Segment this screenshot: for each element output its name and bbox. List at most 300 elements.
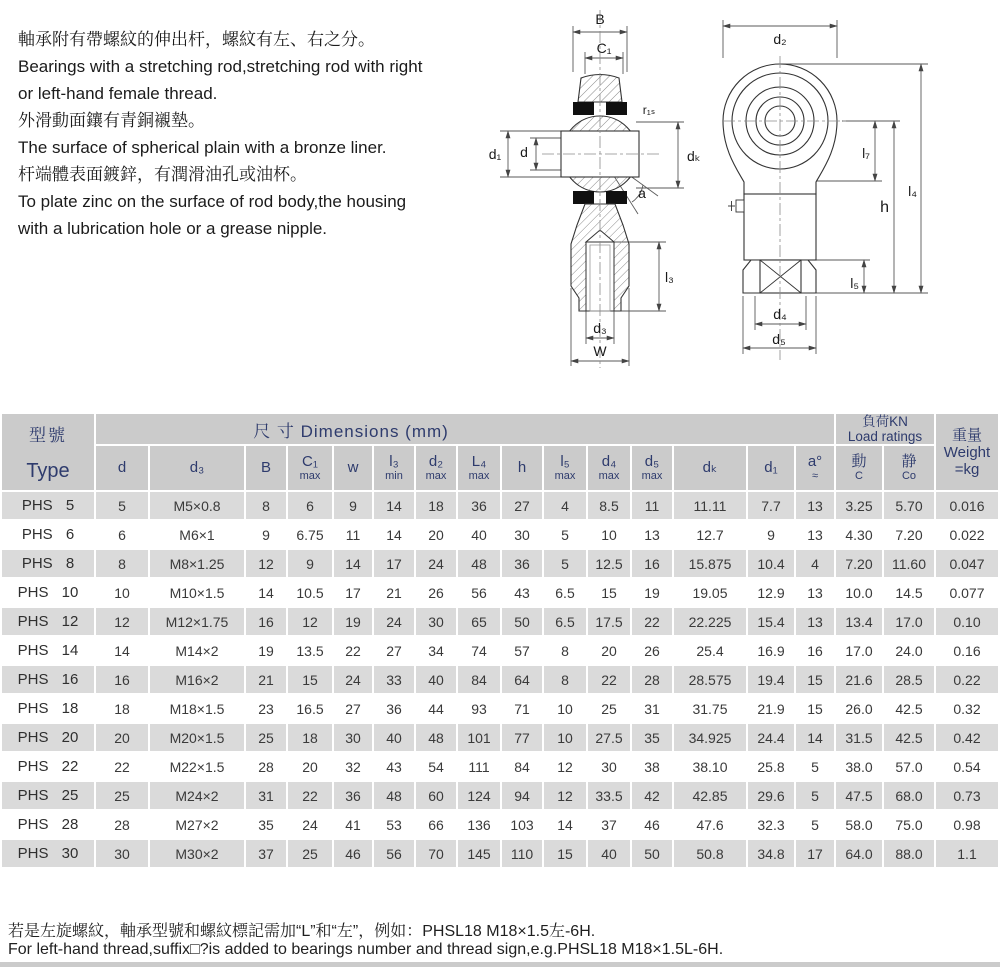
value-cell: 20	[96, 724, 148, 751]
dim-label-h: h	[880, 199, 889, 216]
table-row	[2, 724, 998, 751]
value-cell: 6	[288, 492, 332, 519]
column-header: d	[96, 446, 148, 490]
type-cell: PHS 20	[2, 724, 94, 751]
value-cell: 22	[588, 666, 630, 693]
intro-line: 杆端體表面鍍鋅，有潤滑油孔或油杯。	[18, 165, 307, 184]
table-row	[2, 521, 998, 548]
next-table-edge	[0, 962, 1000, 967]
value-cell: 48	[374, 782, 414, 809]
value-cell: 74	[458, 637, 500, 664]
value-cell: 16	[632, 550, 672, 577]
value-cell: 25.4	[674, 637, 746, 664]
value-cell: 42.5	[884, 695, 934, 722]
value-cell: 60	[416, 782, 456, 809]
value-cell: M10×1.5	[150, 579, 244, 606]
value-cell: 34	[416, 637, 456, 664]
dim-label-l5: l₅	[850, 275, 859, 291]
type-cell: PHS 16	[2, 666, 94, 693]
value-cell: 41	[334, 811, 372, 838]
value-cell: 10	[544, 724, 586, 751]
column-header: a° ≈	[796, 446, 834, 490]
value-cell: M18×1.5	[150, 695, 244, 722]
value-cell: M30×2	[150, 840, 244, 867]
value-cell: 17.5	[588, 608, 630, 635]
value-cell: 7.7	[748, 492, 794, 519]
value-cell: 6.5	[544, 579, 586, 606]
value-cell: 19.4	[748, 666, 794, 693]
value-cell: 22	[96, 753, 148, 780]
column-header: B	[246, 446, 286, 490]
value-cell: 93	[458, 695, 500, 722]
value-cell: 8.5	[588, 492, 630, 519]
table-header-row-1	[2, 414, 998, 444]
value-cell: 65	[458, 608, 500, 635]
value-cell: 11.11	[674, 492, 746, 519]
column-header: d₃	[150, 446, 244, 490]
value-cell: 5	[544, 550, 586, 577]
value-cell: 6	[96, 521, 148, 548]
value-cell: 5.70	[884, 492, 934, 519]
value-cell: 38.0	[836, 753, 882, 780]
value-cell: 8	[246, 492, 286, 519]
value-cell: 12.7	[674, 521, 746, 548]
value-cell: 17.0	[836, 637, 882, 664]
dimensions-header: 尺 寸 Dimensions (mm)	[96, 414, 834, 444]
value-cell: 42.85	[674, 782, 746, 809]
value-cell: 22	[288, 782, 332, 809]
value-cell: 33.5	[588, 782, 630, 809]
value-cell: 12.9	[748, 579, 794, 606]
value-cell: 40	[416, 666, 456, 693]
dim-label-d3: d₃	[593, 320, 607, 336]
type-header-zh: 型號	[29, 426, 67, 445]
value-cell: 19	[246, 637, 286, 664]
value-cell: 50	[632, 840, 672, 867]
value-cell: 8	[544, 666, 586, 693]
value-cell: 14	[246, 579, 286, 606]
value-cell: 31.5	[836, 724, 882, 751]
value-cell: 4	[796, 550, 834, 577]
value-cell: 57	[502, 637, 542, 664]
column-header: w	[334, 446, 372, 490]
value-cell: 20	[588, 637, 630, 664]
value-cell: 36	[334, 782, 372, 809]
type-cell: PHS 22	[2, 753, 94, 780]
value-cell: 75.0	[884, 811, 934, 838]
weight-header-zh: 重量	[951, 426, 982, 444]
value-cell: 27	[334, 695, 372, 722]
value-cell: 145	[458, 840, 500, 867]
value-cell: M22×1.5	[150, 753, 244, 780]
value-cell: 18	[416, 492, 456, 519]
value-cell: 58.0	[836, 811, 882, 838]
value-cell: 47.6	[674, 811, 746, 838]
value-cell: 110	[502, 840, 542, 867]
value-cell: 84	[458, 666, 500, 693]
value-cell: 6.5	[544, 608, 586, 635]
value-cell: 54	[416, 753, 456, 780]
value-cell: M16×2	[150, 666, 244, 693]
value-cell: 28	[246, 753, 286, 780]
value-cell: 15.875	[674, 550, 746, 577]
table-row	[2, 811, 998, 838]
type-cell: PHS 6	[2, 521, 94, 548]
value-cell: 33	[374, 666, 414, 693]
value-cell: 34.8	[748, 840, 794, 867]
value-cell: 26	[632, 637, 672, 664]
value-cell: 10	[588, 521, 630, 548]
value-cell: 48	[416, 724, 456, 751]
value-cell: 16.5	[288, 695, 332, 722]
value-cell: 14	[544, 811, 586, 838]
value-cell: 19.05	[674, 579, 746, 606]
type-header-en: Type	[26, 460, 70, 482]
value-cell: 40	[374, 724, 414, 751]
value-cell: 42.5	[884, 724, 934, 751]
value-cell: 0.16	[936, 637, 998, 664]
value-cell: 37	[246, 840, 286, 867]
value-cell: 30	[334, 724, 372, 751]
value-cell: 40	[458, 521, 500, 548]
table-row	[2, 579, 998, 606]
value-cell: 17	[334, 579, 372, 606]
dim-label-B: B	[595, 11, 605, 27]
value-cell: 26	[416, 579, 456, 606]
value-cell: 38.10	[674, 753, 746, 780]
value-cell: 21	[246, 666, 286, 693]
value-cell: 22	[632, 608, 672, 635]
value-cell: 5	[96, 492, 148, 519]
type-cell: PHS 8	[2, 550, 94, 577]
value-cell: 16	[246, 608, 286, 635]
dim-label-dK: dₖ	[687, 148, 701, 164]
dim-label-d: d	[520, 144, 528, 160]
value-cell: 10	[544, 695, 586, 722]
value-cell: 24.0	[884, 637, 934, 664]
value-cell: 111	[458, 753, 500, 780]
value-cell: 103	[502, 811, 542, 838]
value-cell: 14	[96, 637, 148, 664]
table-row	[2, 695, 998, 722]
dim-label-r1s: r₁ₛ	[642, 103, 656, 117]
value-cell: 10.5	[288, 579, 332, 606]
value-cell: 0.42	[936, 724, 998, 751]
value-cell: M8×1.25	[150, 550, 244, 577]
value-cell: 15	[288, 666, 332, 693]
value-cell: M24×2	[150, 782, 244, 809]
value-cell: 9	[288, 550, 332, 577]
value-cell: 77	[502, 724, 542, 751]
value-cell: M5×0.8	[150, 492, 244, 519]
table-row	[2, 492, 998, 519]
value-cell: 0.022	[936, 521, 998, 548]
value-cell: 53	[374, 811, 414, 838]
value-cell: 28.5	[884, 666, 934, 693]
dim-label-d1: d₁	[488, 146, 502, 162]
dim-label-d5: d₅	[772, 331, 786, 347]
column-header: 動 C	[836, 446, 882, 490]
intro-line: Bearings with a stretching rod,stretching rod with right	[18, 57, 423, 76]
value-cell: 25	[246, 724, 286, 751]
value-cell: 5	[796, 782, 834, 809]
value-cell: 25	[588, 695, 630, 722]
value-cell: 43	[502, 579, 542, 606]
value-cell: 36	[458, 492, 500, 519]
value-cell: 7.20	[836, 550, 882, 577]
value-cell: 42	[632, 782, 672, 809]
value-cell: 26.0	[836, 695, 882, 722]
value-cell: 43	[374, 753, 414, 780]
value-cell: 16	[96, 666, 148, 693]
weight-header-en: Weight	[943, 443, 991, 461]
table-row	[2, 637, 998, 664]
dim-label-l4: l₄	[908, 183, 917, 199]
value-cell: 27.5	[588, 724, 630, 751]
intro-line: The surface of spherical plain with a bronze liner.	[18, 138, 387, 157]
value-cell: 57.0	[884, 753, 934, 780]
value-cell: 5	[796, 811, 834, 838]
value-cell: 12	[544, 782, 586, 809]
value-cell: 6.75	[288, 521, 332, 548]
value-cell: 50.8	[674, 840, 746, 867]
dim-label-W: W	[593, 343, 607, 359]
value-cell: 20	[288, 753, 332, 780]
column-header: C₁ max	[288, 446, 332, 490]
dim-label-d2: d₂	[773, 31, 787, 47]
intro-line: with a lubrication hole or a grease nipple.	[18, 219, 328, 238]
value-cell: 8	[96, 550, 148, 577]
column-header: d₂ max	[416, 446, 456, 490]
value-cell: 36	[374, 695, 414, 722]
column-header: d₄ max	[588, 446, 630, 490]
value-cell: 20	[416, 521, 456, 548]
dim-label-C1: C₁	[596, 40, 612, 56]
value-cell: 27	[374, 637, 414, 664]
dimensions-table	[0, 412, 1000, 869]
value-cell: 11	[334, 521, 372, 548]
value-cell: 101	[458, 724, 500, 751]
value-cell: 24	[374, 608, 414, 635]
value-cell: 56	[458, 579, 500, 606]
value-cell: 13	[632, 521, 672, 548]
value-cell: 32	[334, 753, 372, 780]
value-cell: 64	[502, 666, 542, 693]
value-cell: 13	[796, 521, 834, 548]
value-cell: 11.60	[884, 550, 934, 577]
load-header-en: Load ratings	[847, 429, 923, 444]
value-cell: 12	[246, 550, 286, 577]
value-cell: 10.0	[836, 579, 882, 606]
value-cell: 12	[544, 753, 586, 780]
value-cell: 23	[246, 695, 286, 722]
value-cell: 31	[632, 695, 672, 722]
value-cell: 0.98	[936, 811, 998, 838]
value-cell: 30	[502, 521, 542, 548]
value-cell: 4.30	[836, 521, 882, 548]
table-body	[2, 492, 998, 867]
value-cell: 4	[544, 492, 586, 519]
column-header: l₃ min	[374, 446, 414, 490]
table-row	[2, 840, 998, 867]
value-cell: 29.6	[748, 782, 794, 809]
value-cell: 35	[246, 811, 286, 838]
value-cell: 40	[588, 840, 630, 867]
value-cell: 5	[544, 521, 586, 548]
table-row	[2, 782, 998, 809]
value-cell: 14	[796, 724, 834, 751]
value-cell: 10.4	[748, 550, 794, 577]
value-cell: 17.0	[884, 608, 934, 635]
value-cell: 25	[96, 782, 148, 809]
value-cell: 22	[334, 637, 372, 664]
value-cell: 21	[374, 579, 414, 606]
column-header: h	[502, 446, 542, 490]
value-cell: 13.5	[288, 637, 332, 664]
intro-line: 軸承附有帶螺紋的伸出杆，螺紋有左、右之分。	[18, 30, 375, 49]
value-cell: 18	[96, 695, 148, 722]
type-cell: PHS 18	[2, 695, 94, 722]
value-cell: 25.8	[748, 753, 794, 780]
value-cell: 17	[796, 840, 834, 867]
value-cell: 94	[502, 782, 542, 809]
value-cell: 21.9	[748, 695, 794, 722]
value-cell: 31.75	[674, 695, 746, 722]
value-cell: 9	[748, 521, 794, 548]
value-cell: 136	[458, 811, 500, 838]
table-subheader-row	[2, 446, 998, 490]
value-cell: 70	[416, 840, 456, 867]
value-cell: 21.6	[836, 666, 882, 693]
load-header-zh: 負荷KN	[862, 414, 908, 429]
intro-line: 外滑動面鑲有青銅襯墊。	[18, 111, 205, 130]
side-view-drawing	[720, 8, 998, 370]
dim-label-d4: d₄	[773, 306, 787, 322]
value-cell: 124	[458, 782, 500, 809]
column-header: d₁	[748, 446, 794, 490]
value-cell: M12×1.75	[150, 608, 244, 635]
value-cell: 0.54	[936, 753, 998, 780]
value-cell: 14	[374, 492, 414, 519]
value-cell: 25	[288, 840, 332, 867]
value-cell: 37	[588, 811, 630, 838]
value-cell: 13.4	[836, 608, 882, 635]
value-cell: 35	[632, 724, 672, 751]
value-cell: 46	[334, 840, 372, 867]
weight-column-header	[936, 414, 998, 490]
value-cell: 16	[796, 637, 834, 664]
dim-label-l3: l₃	[665, 269, 674, 285]
dim-label-l7: l₇	[862, 145, 870, 161]
value-cell: 12	[288, 608, 332, 635]
table-row	[2, 608, 998, 635]
value-cell: 0.22	[936, 666, 998, 693]
value-cell: 15	[588, 579, 630, 606]
value-cell: 0.10	[936, 608, 998, 635]
column-header: L₄ max	[458, 446, 500, 490]
column-header: dₖ	[674, 446, 746, 490]
value-cell: 15	[796, 695, 834, 722]
table-row	[2, 753, 998, 780]
value-cell: 38	[632, 753, 672, 780]
value-cell: 47.5	[836, 782, 882, 809]
value-cell: 32.3	[748, 811, 794, 838]
column-header: d₅ max	[632, 446, 672, 490]
value-cell: 30	[416, 608, 456, 635]
value-cell: M20×1.5	[150, 724, 244, 751]
value-cell: 31	[246, 782, 286, 809]
value-cell: 12	[96, 608, 148, 635]
value-cell: 8	[544, 637, 586, 664]
value-cell: 7.20	[884, 521, 934, 548]
value-cell: 12.5	[588, 550, 630, 577]
value-cell: 13	[796, 492, 834, 519]
value-cell: 71	[502, 695, 542, 722]
value-cell: 19	[334, 608, 372, 635]
value-cell: 5	[796, 753, 834, 780]
value-cell: 0.047	[936, 550, 998, 577]
value-cell: 0.016	[936, 492, 998, 519]
value-cell: 16.9	[748, 637, 794, 664]
value-cell: 34.925	[674, 724, 746, 751]
value-cell: 36	[502, 550, 542, 577]
value-cell: 28	[632, 666, 672, 693]
column-header: l₅ max	[544, 446, 586, 490]
type-cell: PHS 14	[2, 637, 94, 664]
value-cell: 14.5	[884, 579, 934, 606]
value-cell: 15	[796, 666, 834, 693]
table-row	[2, 666, 998, 693]
value-cell: 10	[96, 579, 148, 606]
value-cell: 1.1	[936, 840, 998, 867]
dim-label-a: a	[638, 185, 646, 201]
value-cell: 13	[796, 579, 834, 606]
value-cell: 14	[334, 550, 372, 577]
front-view-drawing	[486, 4, 744, 376]
value-cell: 0.73	[936, 782, 998, 809]
value-cell: M14×2	[150, 637, 244, 664]
value-cell: 50	[502, 608, 542, 635]
type-cell: PHS 30	[2, 840, 94, 867]
intro-line: To plate zinc on the surface of rod body,the housing	[18, 192, 407, 211]
value-cell: 84	[502, 753, 542, 780]
table-row	[2, 550, 998, 577]
value-cell: 24	[416, 550, 456, 577]
value-cell: 24	[334, 666, 372, 693]
type-cell: PHS 28	[2, 811, 94, 838]
type-cell: PHS 10	[2, 579, 94, 606]
value-cell: 15	[544, 840, 586, 867]
value-cell: 46	[632, 811, 672, 838]
type-column-header	[2, 414, 94, 490]
value-cell: 27	[502, 492, 542, 519]
value-cell: 88.0	[884, 840, 934, 867]
value-cell: 3.25	[836, 492, 882, 519]
value-cell: 48	[458, 550, 500, 577]
value-cell: M6×1	[150, 521, 244, 548]
value-cell: 0.077	[936, 579, 998, 606]
value-cell: 64.0	[836, 840, 882, 867]
type-cell: PHS 5	[2, 492, 94, 519]
value-cell: 14	[374, 521, 414, 548]
value-cell: 17	[374, 550, 414, 577]
value-cell: 68.0	[884, 782, 934, 809]
value-cell: 19	[632, 579, 672, 606]
value-cell: 13	[796, 608, 834, 635]
value-cell: 24	[288, 811, 332, 838]
value-cell: 30	[588, 753, 630, 780]
value-cell: 18	[288, 724, 332, 751]
